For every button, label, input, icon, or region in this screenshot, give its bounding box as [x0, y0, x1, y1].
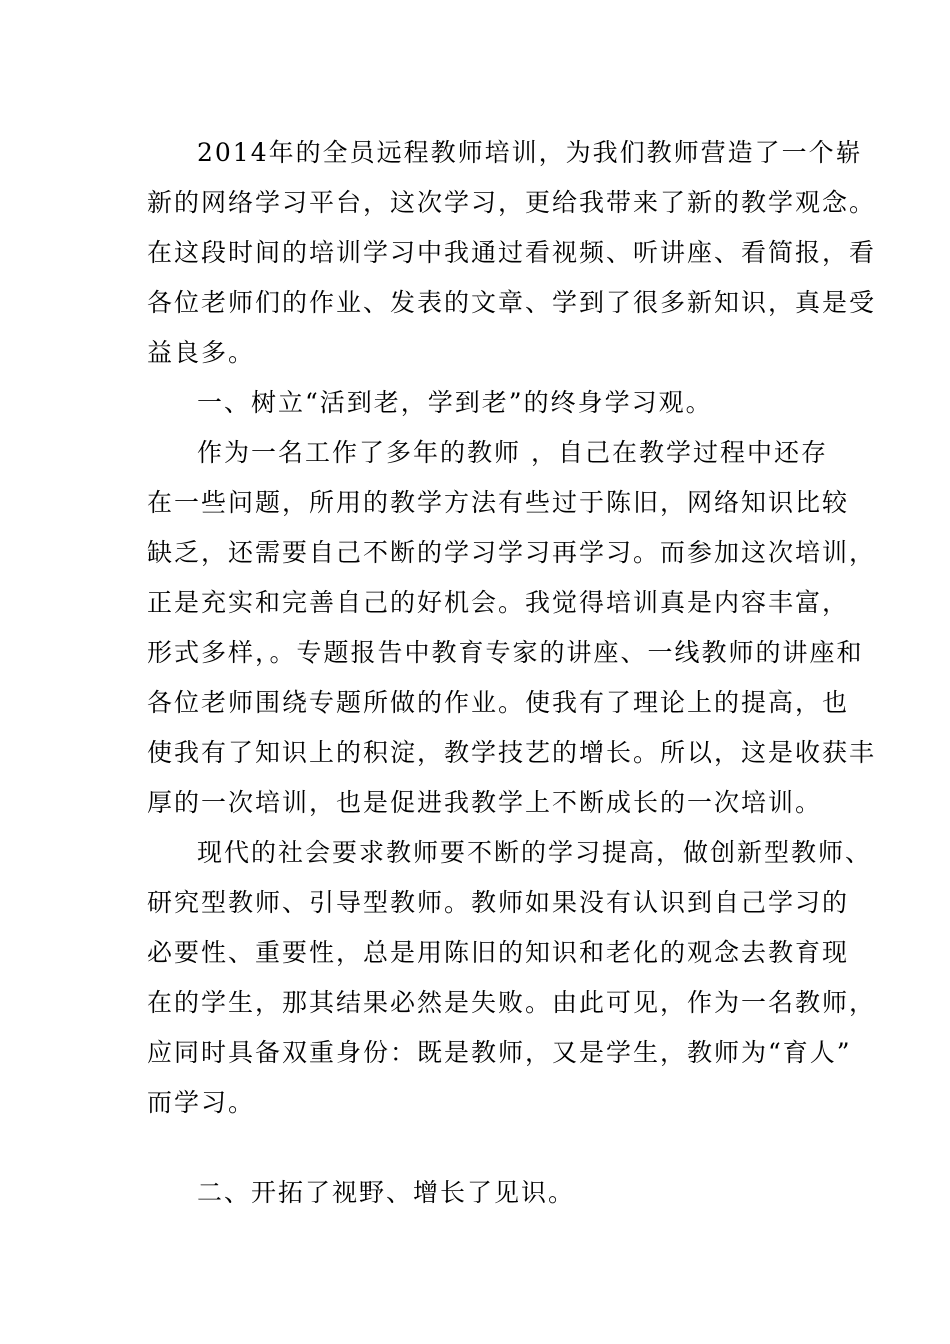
text-line: 在这段时间的培训学习中我通过看视频、听讲座、看简报，看 [147, 238, 877, 267]
text-line: 2014年的全员远程教师培训，为我们教师营造了一个崭 [197, 138, 863, 167]
text-line: 在一些问题，所用的教学方法有些过于陈旧，网络知识比较 [147, 488, 850, 517]
text-line: 厚的一次培训，也是促进我教学上不断成长的一次培训。 [147, 788, 823, 817]
text-line: 而学习。 [147, 1088, 256, 1117]
text-line: 益良多。 [147, 338, 256, 367]
text-line: 作为一名工作了多年的教师 ，自己在教学过程中还存 [197, 438, 828, 467]
text-line: 各位老师围绕专题所做的作业。使我有了理论上的提高，也 [147, 688, 850, 717]
heading-text: 一、树立“活到老，学到老”的终身学习观。 [197, 388, 713, 417]
text-line: 形式多样，。专题报告中教育专家的讲座、一线教师的讲座和 [147, 638, 864, 667]
heading-text: 二、开拓了视野、增长了见识。 [197, 1178, 576, 1207]
text-line: 现代的社会要求教师要不断的学习提高，做创新型教师、 [197, 838, 873, 867]
text-line: 正是充实和完善自己的好机会。我觉得培训真是内容丰富， [147, 588, 850, 617]
text-line: 研究型教师、引导型教师。教师如果没有认识到自己学习的 [147, 888, 850, 917]
text-line: 新的网络学习平台，这次学习，更给我带来了新的教学观念。 [147, 188, 877, 217]
text-line: 应同时具备双重身份：既是教师，又是学生，教师为“育人” [147, 1038, 852, 1067]
text-line: 各位老师们的作业、发表的文章、学到了很多新知识，真是受 [147, 288, 877, 317]
text-line: 在的学生，那其结果必然是失败。由此可见，作为一名教师， [147, 988, 877, 1017]
text-line: 必要性、重要性，总是用陈旧的知识和老化的观念去教育现 [147, 938, 850, 967]
text-line: 缺乏，还需要自己不断的学习学习再学习。而参加这次培训， [147, 538, 877, 567]
text-line: 使我有了知识上的积淀，教学技艺的增长。所以，这是收获丰 [147, 738, 877, 767]
